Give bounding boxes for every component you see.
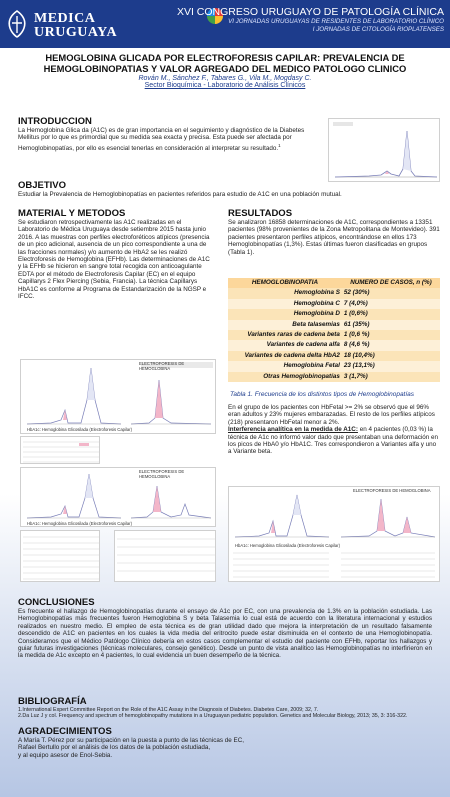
logo-line-2: URUGUAYA xyxy=(34,25,118,40)
table-row xyxy=(228,340,440,350)
introduccion-heading: INTRODUCCION xyxy=(18,116,92,127)
congress-subtitle-2: I JORNADAS DE CITOLOGÍA RIOPLATENSES xyxy=(312,26,444,33)
affiliation: Sector Bioquímica - Laboratorio de Análisis Clínicos xyxy=(144,82,306,89)
section-material-metodos xyxy=(18,209,214,300)
table-cell-casos: 1 (0,6%) xyxy=(342,309,440,319)
agradecimientos-heading: AGRADECIMIENTOS xyxy=(18,726,112,737)
figure-2-table-b-lines xyxy=(115,531,217,583)
table-cell-casos: 18 (10,4%) xyxy=(342,351,440,361)
table-row xyxy=(228,299,440,309)
table-cell-casos: 3 (1,7%) xyxy=(342,372,440,382)
reference-1: 1.International Expert Committee Report on the Role of the A1C Assay in the Diagnosis of Diabetes. Diabetes Care, 2009; 32, 7. xyxy=(18,707,319,713)
table-cell-hemoglobinopatia: Otras Hemoglobinopatías xyxy=(228,372,342,382)
intro-electropherogram-plot xyxy=(329,119,441,183)
table-header-hemoglobinopatia: HEMOGLOBINOPATIA xyxy=(228,278,342,288)
table-cell-hemoglobinopatia: Hemoglobina C xyxy=(228,299,342,309)
table-header-casos: NUMERO DE CASOS, n (%) xyxy=(342,278,440,288)
reference-2: 2.Da Luz J y col. Frequency and spectrum of hemoglobinopathy mutations in a Uruguayan pediatric population. Genetics and Molecular Biology, 2013; 35, 3: 316-322. xyxy=(18,713,408,720)
figure-2-table xyxy=(20,530,100,582)
congress-title: XVI CONGRESO URUGUAYO DE PATOLOGÍA CLÍNICA xyxy=(176,6,444,18)
figure-2-caption: HbA1c: Hemoglobina Glicosilada (Electroforesis Capilar) xyxy=(27,521,132,526)
section-introduccion xyxy=(18,117,308,152)
table-cell-hemoglobinopatia: Variantes raras de cadena beta xyxy=(228,330,342,340)
table-cell-hemoglobinopatia: Hemoglobina S xyxy=(228,288,342,298)
table-row xyxy=(228,288,440,298)
resultados-continued xyxy=(228,404,440,456)
section-agradecimientos xyxy=(18,727,432,759)
hbfetal-text: En el grupo de los pacientes con HbFetal >= 2% se observó que el 96% eran adultos y 23% mujeres embarazadas. El resto de los perfiles atípicos (218) presentaron HbFetal menor a 2%. xyxy=(228,404,435,426)
figure-electroforesis-2 xyxy=(20,467,216,527)
conclusiones-heading: CONCLUSIONES xyxy=(18,597,95,608)
intro-electropherogram xyxy=(328,118,440,182)
figure-4-title: ELECTROFORESIS DE HEMOGLOBINA xyxy=(353,488,431,493)
resultados-heading: RESULTADOS xyxy=(228,208,293,219)
table-caption: Tabla 1. Frecuencia de los distintos tipos de Hemoglobinopatías xyxy=(230,391,415,398)
table-row xyxy=(228,320,440,330)
material-text: Se estudiaron retrospectivamente las A1C realizadas en el Laboratorio de Médica Uruguaya desde setiembre 2015 hasta junio 2016. A las muestras con perfiles electroforéticos atípicos (presencia de un pico adicional, ausencia de un pico correspondiente a una de las fracciones normales) y/o aumento de HbA2 se les realizó Electroforesis de Hemoglobina (EFHb). Las determinaciones de A1C y la EFHb se hicieron en sangre total recogida con anticoagulante EDTA por el método de Electroforesis Capilar (EC) en el equipo Capillarys 2 Flex Piercing (Sebia, Francia). La técnica Capillarys HbA1C es conforme al Programa de Estandarización de la NGSP e IFCC. xyxy=(18,219,210,301)
hemoglobinopathy-table xyxy=(228,278,440,382)
table-row xyxy=(228,361,440,371)
introduccion-ref-sup: 1 xyxy=(278,142,281,148)
table-cell-hemoglobinopatia: Variantes de cadena alfa xyxy=(228,340,342,350)
section-conclusiones xyxy=(18,598,432,660)
figure-1-plot xyxy=(21,360,217,435)
table-cell-hemoglobinopatia: Beta talasemias xyxy=(228,320,342,330)
table-cell-casos: 8 (4,6 %) xyxy=(342,340,440,350)
figure-electroforesis-3 xyxy=(228,486,440,582)
agradecimientos-line-1: A María T. Pérez por su participación en la puesta a punto de las técnicas de EC, xyxy=(18,737,245,744)
title-block xyxy=(0,52,450,89)
table-row xyxy=(228,330,440,340)
figure-1-table-lines xyxy=(21,437,101,465)
figure-1-table xyxy=(20,436,100,464)
agradecimientos-line-3: y al equipo asesor de Enol-Sebia. xyxy=(18,751,113,759)
table-cell-casos: 61 (35%) xyxy=(342,320,440,330)
poster-title: HEMOGLOBINA GLICADA POR ELECTROFORESIS CAPILAR: PREVALENCIA DE HEMOGLOBINOPATIAS Y VALOR AGREGADO DEL MEDICO PATOLOGO CLINICO xyxy=(43,52,407,74)
congress-subtitle-1: VI JORNADAS URUGUAYAS DE RESIDENTES DE LABORATORIO CLÍNICO xyxy=(228,18,444,25)
section-bibliografia xyxy=(18,697,432,720)
figure-3-caption: HbA1c: Hemoglobina Glicosilada (Electroforesis Capilar) xyxy=(235,543,340,548)
interferencia-label: Interferencia analítica en la medida de A1C: xyxy=(228,426,358,434)
figure-electroforesis-1 xyxy=(20,359,216,434)
introduccion-text: La Hemoglobina Glica da (A1C) es de gran importancia en el seguimiento y diagnóstico de la Diabetes Mellitus por lo que es primordial que su medida sea exacta y precisa. Esta puede ser afectada por Hemoglobinopatías, por ello es esencial tenerlas en consideración al interpretar su resultado.$^1$ xyxy=(18,127,305,152)
table-row xyxy=(228,372,440,382)
figure-2-table-lines xyxy=(21,531,101,583)
table-cell-hemoglobinopatia: Hemoglobina Fetal xyxy=(228,361,342,371)
objetivo-text: Estudiar la Prevalencia de Hemoglobinopatías en pacientes referidos para estudio de A1C en una población mutual. xyxy=(18,191,342,198)
resultados-text: Se analizaron 16858 determinaciones de A1C, correspondientes a 13351 pacientes (98% provenientes de la Zona Metropolitana de Montevideo). 391 pacientes presentaron perfiles atípicos, encontrándose en ellos 173 Hemoglobinopatías (1,3%). Estas últimas fueron clasificadas en grupos (Tabla 1). xyxy=(228,219,440,256)
material-heading: MATERIAL Y METODOS xyxy=(18,208,126,219)
objetivo-heading: OBJETIVO xyxy=(18,180,67,191)
conclusiones-text: Es frecuente el hallazgo de Hemoglobinopatías durante el ensayo de A1c por EC, con una prevalencia de 1.3% en la población estudiada. Las Hemoglobinopatías más frecuentes fueron Hemoglobina S y beta Talasemia lo cual está de acuerdo con la literatura internacional y estudios realizados en nuestro medio. El empleo de esta técnica es de gran utilidad dado que mejora la interpretación de un resultado falsamente descendido de A1C en pacientes en los cuales la vida media del eritrocito puede estar disminuida en el contexto de una Hemoglobinopatía. Consideramos que el Médico Patólogo Clínico debería en estos casos complementar el estudio del paciente con EFHb, reportar los hallazgos y guiar futuras investigaciones (técnicas moleculares, consejo genético). Desde un punto de vista analítico las Hemoglobinopatías no interfirieron en la medida de A1c excepto en 4 pacientes, lo cual evidencia un buen desempeño de la técnica. xyxy=(18,608,432,660)
figure-1-caption: HbA1c: Hemoglobina Glicosilada (Electroforesis Capilar) xyxy=(27,427,132,432)
figure-3-plot xyxy=(229,487,441,583)
authors: Rován M., Sánchez F., Tabares G., Vila M., Mogdasy C. xyxy=(138,75,312,82)
figure-3-title: ELECTROFORESIS DE HEMOGLOBINA xyxy=(139,469,185,479)
section-resultados xyxy=(228,209,440,256)
table-cell-casos: 52 (30%) xyxy=(342,288,440,298)
agradecimientos-line-2: Rafael Bertullo por el análisis de los datos de la población estudiada, xyxy=(18,744,211,752)
logo-mark-icon xyxy=(6,10,28,38)
table-cell-casos: 7 (4,0%) xyxy=(342,299,440,309)
interferencia-text: Interferencia analítica en la medida de A1C: en 4 pacientes (0,03 %) la técnica de A1c no informó valor dado que presentaban una deformación en los picos de HbA0 y/o HbA1C. Tres correspondieron a Variantes alfa y uno a Variante beta. xyxy=(228,426,439,456)
figure-1-title: ELECTROFORESIS DE HEMOGLOBINA xyxy=(139,361,185,371)
table-cell-casos: 1 (0,6 %) xyxy=(342,330,440,340)
header-bar xyxy=(0,0,450,48)
table-row xyxy=(228,351,440,361)
figure-2-table-b xyxy=(114,530,216,582)
table-cell-hemoglobinopatia: Hemoglobina D xyxy=(228,309,342,319)
table-row xyxy=(228,309,440,319)
bibliografia-heading: BIBLIOGRAFÍA xyxy=(18,696,87,707)
section-objetivo xyxy=(18,181,428,198)
table-cell-hemoglobinopatia: Variantes de cadena delta HbA2 xyxy=(228,351,342,361)
logo-line-1: MEDICA xyxy=(34,11,96,26)
medica-uruguaya-logo xyxy=(6,6,136,42)
congress-info xyxy=(177,6,444,34)
table-cell-casos: 23 (13,1%) xyxy=(342,361,440,371)
